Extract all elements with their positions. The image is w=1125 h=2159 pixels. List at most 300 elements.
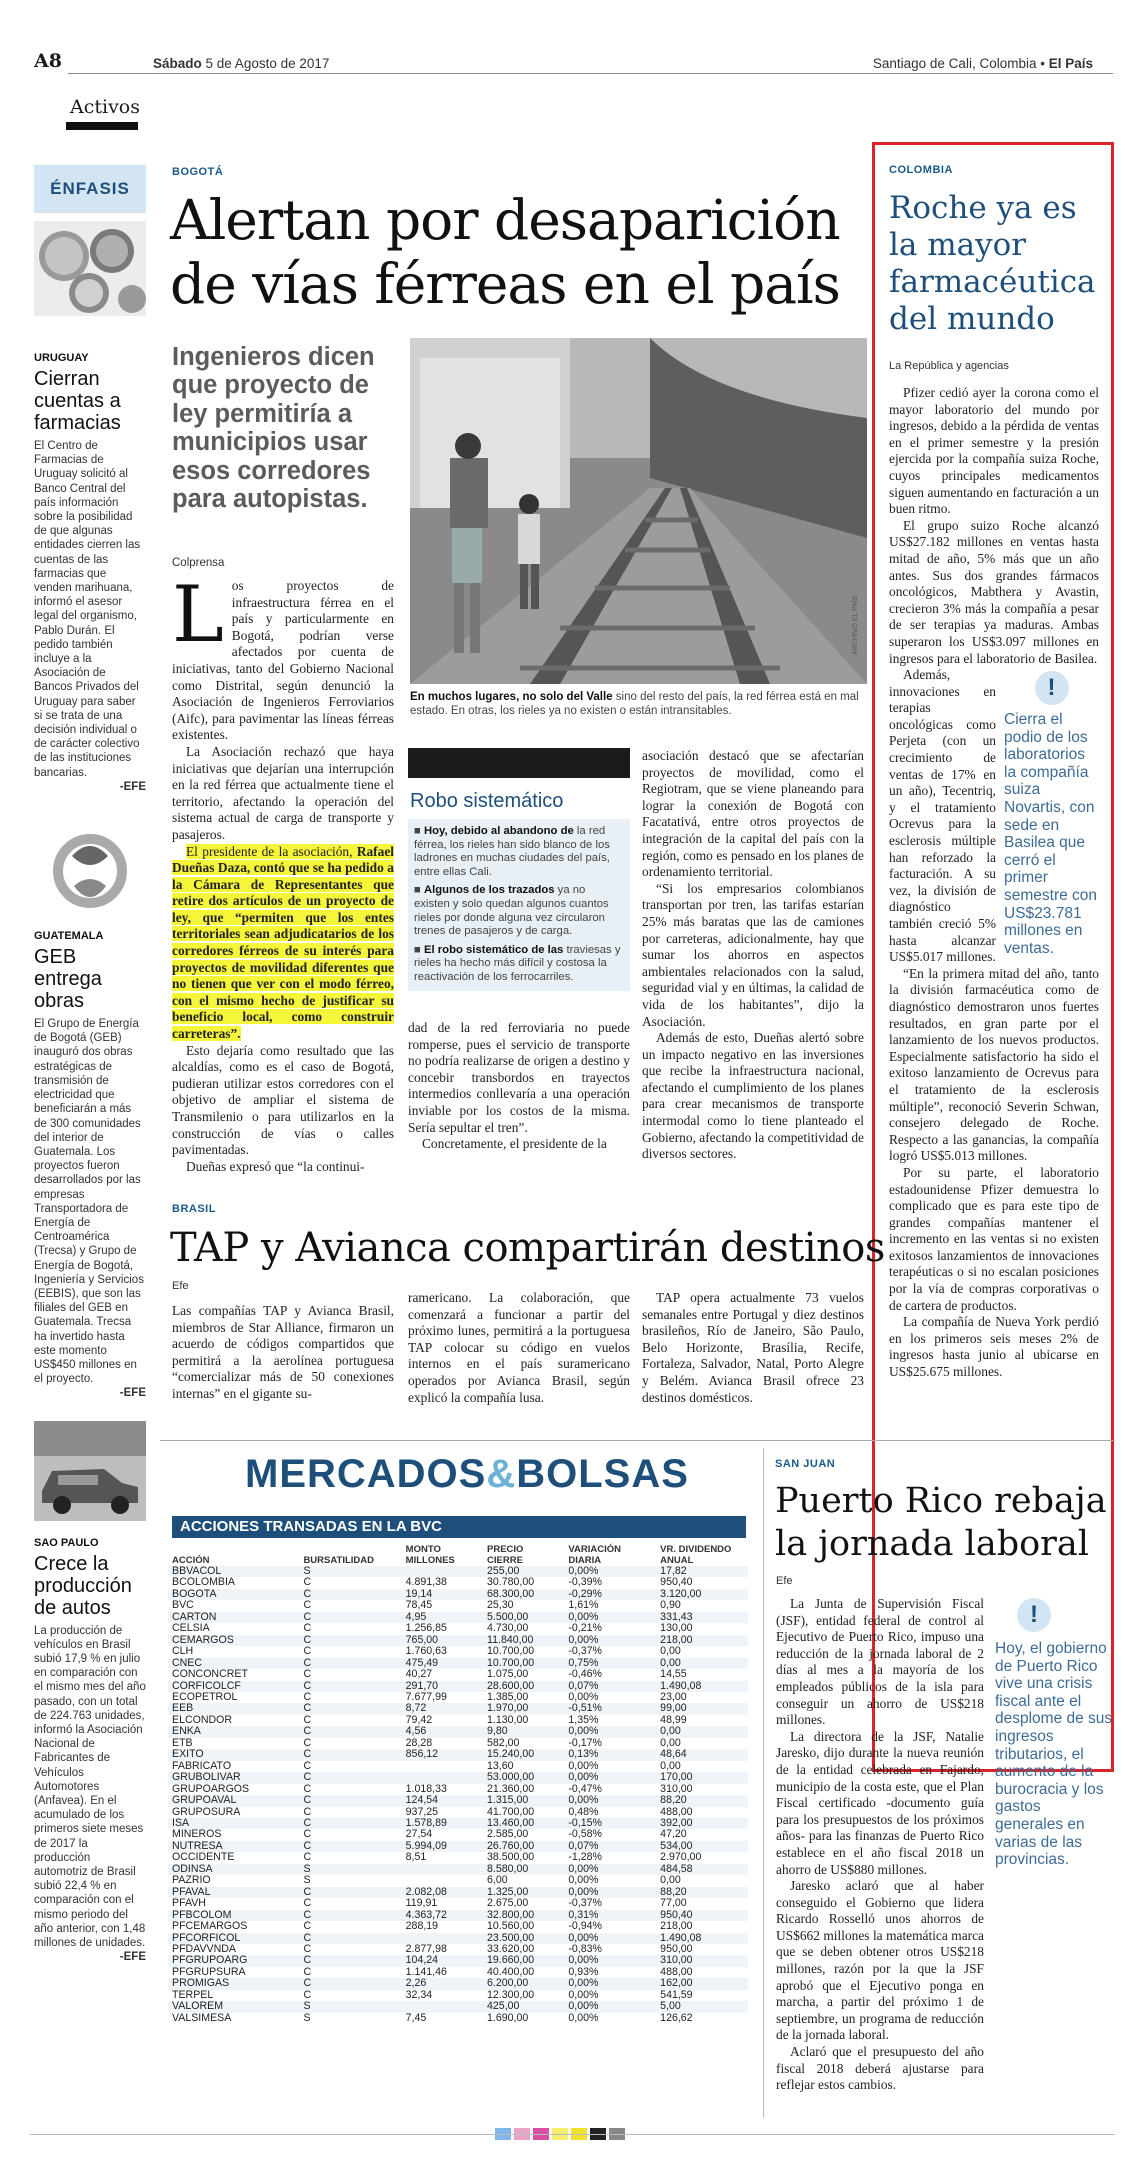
table-cell: 0,00% (564, 1726, 656, 1737)
table-cell: 0,00% (564, 1887, 656, 1898)
table-cell: 2.675,00 (487, 1897, 529, 1910)
table-cell: C (303, 1690, 312, 1703)
table-cell: 3.120,00 (656, 1589, 748, 1600)
table-cell: 19,14 (402, 1589, 483, 1600)
table-cell: C (299, 1635, 401, 1646)
table-cell: C (303, 1713, 312, 1726)
table-cell: 1,35% (568, 1713, 599, 1726)
table-cell: 0,00% (564, 1772, 656, 1783)
sidebar-item-2-headline: GEB entrega obras (34, 946, 102, 1013)
table-cell: 484,58 (656, 1864, 748, 1875)
markets-separator (160, 1440, 1115, 1441)
table-cell: -0,47% (568, 1782, 602, 1795)
table-cell: -0,46% (568, 1668, 602, 1681)
table-cell: 21.360,00 (487, 1782, 535, 1795)
table-cell: C (299, 1703, 401, 1714)
table-cell: OCCIDENTE (172, 1851, 235, 1864)
table-cell: 1.075,00 (487, 1668, 529, 1681)
table-cell: 5.500,00 (483, 1612, 564, 1623)
table-cell: ENKA (168, 1726, 299, 1737)
table-cell: S (299, 1566, 401, 1577)
sidebar-item-3-kicker: SAO PAULO (34, 1536, 99, 1549)
photo-credit: ARCHIVO EL PAÍS (852, 595, 859, 655)
table-cell: -0,29% (564, 1589, 656, 1600)
table-cell: C (303, 1805, 312, 1818)
table-row (168, 1898, 748, 1909)
sidebar-item-2-source: -EFE (119, 1387, 146, 1400)
main-col1-p2: La Asociación rechazó que haya iniciativas que dejarían una interrupción en la red férrea que actualmente tiene el territorio, afectando la operación del sistema actual de carga de transporte y pasajeros. (172, 743, 394, 842)
table-cell: 582,00 (487, 1736, 520, 1749)
table-cell: EXITO (168, 1749, 299, 1760)
table-cell: 1.760,63 (405, 1645, 447, 1658)
table-cell: 4,95 (402, 1612, 483, 1623)
table-cell: 8,72 (402, 1703, 483, 1714)
table-cell: 0,00 (656, 1726, 748, 1737)
table-cell: BBVACOL (168, 1566, 299, 1577)
table-cell: C (303, 1622, 312, 1635)
sidebar-title: ÉNFASIS (34, 165, 146, 213)
pr-p1: La Junta de Supervisión Fiscal (JSF), entidad federal de control al Ejecutivo de Puerto Rico, impuso una reducción de la jornada laboral de 2 días al mes a la mayoría de los empleados públicos de la isla para conseguir un ahorro de US$218 millones. (776, 1596, 984, 1728)
table-row (168, 1623, 748, 1634)
roche-p3: Además, innovaciones en terapias oncológicas como Perjeta (con un crecimiento de ventas de 17% en un año), Tecentriq, y el tratamiento Ocrevus para la esclerosis múltiple han reforzado la facturación. A su vez, la división de diagnóstico también creció 5% hasta alcanzar US$5.017 millones. (889, 667, 996, 965)
table-cell: 0,00% (564, 1635, 656, 1646)
table-cell: C (299, 1612, 401, 1623)
table-cell: 0,75% (564, 1658, 656, 1669)
table-cell: 0,00% (564, 1566, 656, 1577)
table-cell: 291,70 (402, 1681, 483, 1692)
sidebar-enfasis (34, 165, 146, 1964)
table-cell: 765,00 (402, 1635, 483, 1646)
exclamation-icon: ! (1035, 671, 1069, 705)
sidebar-item-2-kicker: GUATEMALA (34, 930, 104, 943)
robo-box-list (408, 819, 630, 991)
table-cell: 33.620,00 (487, 1942, 535, 1955)
table-cell: C (303, 1828, 312, 1841)
table-cell: PAZRIO (172, 1874, 211, 1887)
table-cell: PFCORFICOL (168, 1933, 299, 1944)
table-cell: 170,00 (656, 1772, 748, 1783)
table-cell: 331,43 (656, 1612, 748, 1623)
table-cell: 10.700,00 (487, 1645, 535, 1658)
main-col3-p1: asociación destacó que se afectarían proyectos de movilidad, como el Regiotram, que se viene planeando para lograr la conexión de Bogotá con Facatativá, entre otros proyectos de integración de la capital del país con la región, como es pensado en los planes de ordenamiento territorial. (642, 748, 864, 880)
table-cell: 950,40 (656, 1910, 748, 1921)
table-cell: C (299, 1772, 401, 1783)
table-cell: 0,00% (568, 1759, 599, 1772)
table-cell: 32,34 (405, 1988, 433, 2001)
col-precio: PRECIO CIERRE (487, 1544, 524, 1566)
main-col3-p3: Además de esto, Dueñas alertó sobre un impacto negativo en las inversiones que recibe la infraestructura nacional, afectando el cumplimiento de los planes para crear mecanismos de transporte intermodal como lo tiene planteado el Gobierno, afectando la competitividad de diversos sectores. (642, 1030, 864, 1162)
table-cell: 4.891,38 (405, 1576, 447, 1589)
table-cell: 288,19 (405, 1920, 439, 1933)
tap-headline: TAP y Avianca compartirán destinos (170, 1225, 885, 1271)
table-cell: 1.578,89 (402, 1818, 483, 1829)
table-cell: 218,00 (656, 1635, 748, 1646)
table-cell: S (303, 1874, 311, 1887)
table-cell: 99,00 (656, 1703, 748, 1714)
table-cell: C (299, 1818, 401, 1829)
table-cell: 53.000,00 (483, 1772, 564, 1783)
table-cell: 541,59 (660, 1988, 693, 2001)
table-cell: 218,00 (660, 1920, 693, 1933)
table-cell: 0,48% (568, 1805, 599, 1818)
table-cell: CELSIA (172, 1622, 210, 1635)
table-row (168, 1875, 748, 1886)
table-cell: 5.994,09 (402, 1841, 483, 1852)
table-cell: 0,93% (568, 1965, 599, 1978)
roche-story (889, 164, 1099, 1381)
table-cell: 14,55 (660, 1668, 687, 1681)
table-cell: 104,24 (402, 1955, 483, 1966)
header-location: Santiago de Cali, Colombia • El País (872, 56, 1093, 71)
sidebar-item-1-text: El Centro de Farmacias de Uruguay solicitó al Banco Central del país información sobre la posibilidad de que algunas entidades cierren las cuentas de las farmacias que venden marihuana, informó el asesor legal del organismo, Pablo Durán. El pedido también incluye a la Asociación de Bancos Privados del Uruguay para saber si se trata de una decisión individual o de carácter colectivo de las instituciones bancarias. (34, 440, 141, 779)
table-cell: -0,15% (564, 1818, 656, 1829)
table-cell: C (299, 1726, 401, 1737)
table-row (168, 1772, 748, 1783)
table-cell: -0,39% (568, 1576, 602, 1589)
table-cell: VALOREM (168, 2001, 299, 2012)
table-cell: 1.490,08 (656, 1681, 748, 1692)
sidebar-item-1-headline: Cierran cuentas a farmacias (34, 368, 121, 434)
table-cell: 38.500,00 (487, 1851, 535, 1864)
table-cell: 534,00 (656, 1841, 748, 1852)
table-cell: -1,28% (568, 1851, 602, 1864)
table-cell: CORFICOLCF (168, 1681, 299, 1692)
table-cell: 0,00% (564, 1612, 656, 1623)
table-cell: 162,00 (656, 1978, 748, 1989)
table-cell: 950,00 (660, 1942, 693, 1955)
roche-body (889, 385, 1099, 1381)
table-cell: MINEROS (172, 1828, 222, 1841)
table-cell: 1.690,00 (487, 2011, 529, 2024)
table-cell: 1.970,00 (483, 1703, 564, 1714)
robo-box-bar (408, 748, 630, 778)
table-cell: EEB (168, 1703, 299, 1714)
table-cell: 15.240,00 (483, 1749, 564, 1760)
table-cell: 0,00 (660, 1645, 681, 1658)
table-cell: -0,94% (568, 1920, 602, 1933)
roche-note (1004, 671, 1099, 957)
table-cell: C (299, 1795, 401, 1806)
table-cell: C (303, 1851, 312, 1864)
tap-kicker: BRASIL (172, 1203, 216, 1215)
table-cell: GRUPOAVAL (168, 1795, 299, 1806)
table-cell: 0,00% (568, 1690, 599, 1703)
tap-col-3: TAP opera actualmente 73 vuelos semanales entre Portugal y diez destinos brasileños, Río de Janeiro, São Paulo, Belo Horizonte, Brasília, Recife, Fortaleza, Salvador, Natal, Porto Alegre y Belém. Avianca Brasil ofrece 23 destinos domésticos. (642, 1290, 864, 1405)
table-cell: C (299, 1933, 401, 1944)
table-cell: 17,82 (656, 1566, 748, 1577)
table-cell: 2.585,00 (487, 1828, 529, 1841)
table-cell: CNEC (168, 1658, 299, 1669)
table-cell: 7,45 (405, 2011, 427, 2024)
table-cell: 23,00 (660, 1690, 687, 1703)
table-cell: 4.363,72 (402, 1910, 483, 1921)
table-cell: C (303, 1988, 312, 2001)
table-cell: C (303, 1782, 312, 1795)
table-cell: 10.700,00 (483, 1658, 564, 1669)
tap-col-1: Las compañías TAP y Avianca Brasil, miembros de Star Alliance, firmaron un acuerdo de códigos compartidos que permitirá a la aerolínea portuguesa “comercializar más de 50 conexiones internas” en el gigante su- (172, 1303, 394, 1401)
table-cell (402, 1864, 483, 1875)
robo-item-2: ■ Algunos de los trazados ya no existen y solo quedan algunos cuantos rieles por donde alguna vez circularon trenes de pasajeros y de carga. (414, 884, 609, 938)
table-cell: C (299, 1887, 401, 1898)
table-cell: 77,00 (660, 1897, 687, 1910)
table-cell: 2.082,08 (402, 1887, 483, 1898)
tap-col-2: ramericano. La colaboración, que comenzará a funcionar a partir del próximo lunes, permitirá a la portuguesa TAP colocar su código en vuelos internos en el país suramericano operados por Avianca Brasil, según explicó la compañía lusa. (408, 1290, 630, 1405)
table-cell: 0,00% (564, 1978, 656, 1989)
main-column-3 (642, 748, 864, 1163)
table-cell: 6.200,00 (483, 1978, 564, 1989)
table-cell: PFBCOLOM (168, 1910, 299, 1921)
table-cell: 124,54 (402, 1795, 483, 1806)
table-cell: 30.780,00 (487, 1576, 535, 1589)
table-cell: 0,00 (660, 1759, 681, 1772)
table-cell: 392,00 (656, 1818, 748, 1829)
table-cell: PFGRUPSURA (172, 1965, 246, 1978)
pr-divider (763, 1448, 764, 2118)
table-row (168, 2001, 748, 2012)
table-cell: C (303, 1965, 312, 1978)
roche-p5: Por su parte, el laboratorio estadounidense Pfizer demuestra lo complicado que es para este tipo de grandes compañías mantener el incremento en las ventas si no existen exitosos lanzamientos de innovaciones terapéuticas o si no escalan posiciones por la vía de compras corporativas o de cartera de productos. (889, 1164, 1099, 1313)
table-cell: 856,12 (402, 1749, 483, 1760)
table-cell: C (303, 1942, 312, 1955)
table-cell: 23.500,00 (483, 1933, 564, 1944)
table-cell: PFCEMARGOS (172, 1920, 248, 1933)
table-cell: 27,54 (405, 1828, 433, 1841)
table-cell: C (299, 1910, 401, 1921)
table-cell (402, 1772, 483, 1783)
main-col1-p5: Dueñas expresó que “la continui- (186, 1158, 365, 1174)
table-cell: C (303, 1599, 312, 1612)
table-cell: C (303, 1759, 312, 1772)
col-monto: MONTO MILLONES (405, 1544, 455, 1566)
table-cell: -0,51% (564, 1703, 656, 1714)
bottom-rule (30, 2134, 1115, 2135)
main-col1-p1: os proyectos de infraestructura férrea en el país y particularmente en Bogotá, podrían verse afectados por cuenta de iniciativas, tanto del Gobierno Nacional como Distrital, según denunció la Asociación de Ingenieros Ferroviarios (Aifc), para pavimentar las líneas férreas existentes. (172, 578, 394, 743)
main-headline: Alertan por desaparición de vías férreas en el país (170, 188, 840, 316)
table-cell: 0,13% (564, 1749, 656, 1760)
table-cell: 1.490,08 (656, 1933, 748, 1944)
table-cell: 0,00% (564, 1864, 656, 1875)
table-cell: S (299, 2001, 401, 2012)
table-cell: 4,56 (402, 1726, 483, 1737)
table-cell: 48,64 (656, 1749, 748, 1760)
table-cell: 7.677,99 (405, 1690, 447, 1703)
sidebar-item-2-text: El Grupo de Energía de Bogotá (GEB) inauguró dos obras estratégicas de transmisión de electricidad que beneficiarán a más de 300 comunidades del interior de Guatemala. Los proyectos fueron desarrollados por las empresas Transportadora de Energía de Centroamérica (Trecsa) y Grupo de Energía de Bogotá, Ingeniería y Servicios (EEBIS), que son las filiales del GEB en Guatemala. Trecsa ha invertido hasta este momento US$450 millones en el proyecto. (34, 1018, 144, 1386)
table-cell (402, 2001, 483, 2012)
table-cell: 0,00% (568, 1874, 599, 1887)
table-cell: 1,61% (568, 1599, 599, 1612)
col-bursatilidad: BURSATILIDAD (303, 1555, 374, 1566)
table-cell: C (303, 1897, 312, 1910)
col-variacion: VARIACIÓN DIARIA (568, 1544, 621, 1566)
exclamation-icon: ! (1017, 1598, 1051, 1632)
sidebar-item-1-source: -EFE (119, 780, 146, 793)
table-cell: 0,00% (568, 1988, 599, 2001)
table-cell: 40.400,00 (487, 1965, 535, 1978)
table-cell: 0,07% (564, 1841, 656, 1852)
table-cell: ISA (168, 1818, 299, 1829)
table-cell: 26.760,00 (483, 1841, 564, 1852)
main-column-1 (172, 570, 394, 1175)
robo-box (408, 748, 630, 991)
table-cell: 10.560,00 (487, 1920, 535, 1933)
table-cell: 475,49 (402, 1658, 483, 1669)
table-cell: 88,20 (656, 1795, 748, 1806)
sidebar-item-1-kicker: URUGUAY (34, 352, 89, 364)
tap-byline: Efe (172, 1280, 189, 1292)
table-cell: 68.300,00 (483, 1589, 564, 1600)
table-cell: 0,00% (564, 1795, 656, 1806)
table-cell: C (299, 1589, 401, 1600)
table-cell: 126,62 (660, 2011, 693, 2024)
roche-p6: La compañía de Nueva York perdió en los primeros seis meses 2% de ingresos hasta junio al ubicarse en US$25.675 millones. (889, 1314, 1099, 1380)
table-cell: 28,28 (405, 1736, 433, 1749)
table-cell: C (303, 1576, 312, 1589)
table-cell: C (299, 1955, 401, 1966)
table-cell: ODINSA (168, 1864, 299, 1875)
table-cell: 78,45 (405, 1599, 433, 1612)
main-col2-p2: Concretamente, el presidente de la (422, 1136, 607, 1152)
pr-kicker: SAN JUAN (775, 1458, 836, 1470)
page-number: A8 (34, 50, 62, 72)
table-cell: 47,20 (660, 1828, 687, 1841)
table-cell: S (303, 2011, 311, 2024)
main-col2-p1: dad de la red ferroviaria no puede romperse, pues el servicio de transporte no podría realizarse de origen a destino y concebir transbordos en trayectos intermedios conllevaría a una operación inviable por los costos de la misma. Sería sepultar el tren”. (408, 1020, 630, 1135)
table-cell: PFDAVVNDA (172, 1942, 236, 1955)
main-col1-p4: Esto dejaría como resultado que las alcaldías, como es el caso de Bogotá, pudieran utilizar estos corredores con el objetivo de ampliar el sistema de Transmilenio o para utilizarlos en la construcción de vías o calles pavimentadas. (172, 1042, 394, 1158)
table-cell: BOGOTA (168, 1589, 299, 1600)
table-cell: 310,00 (660, 1782, 693, 1795)
table-row (168, 1646, 748, 1657)
table-cell: -0,83% (568, 1942, 602, 1955)
roche-kicker: COLOMBIA (889, 164, 953, 176)
table-cell: 19.660,00 (483, 1955, 564, 1966)
table-row (168, 1921, 748, 1932)
roche-p2: El grupo suizo Roche alcanzó US$27.182 millones en ventas hasta mitad de año, 5% más que un año antes. Sus dos grandes fármacos oncológicos, Mabthera y Avastin, crecieron 3% más la compañía a pesar de ser terapias ya maduras. Ambas superaron los US$3.097 millones en ingresos para el laboratorio de Basilea. (889, 517, 1099, 666)
table-cell: 1.256,85 (405, 1622, 447, 1635)
table-cell: C (299, 1749, 401, 1760)
table-cell: 88,20 (656, 1887, 748, 1898)
table-cell: BVC (172, 1599, 194, 1612)
col-dividendo: VR. DIVIDENDO ANUAL (660, 1544, 732, 1566)
table-cell: -0,21% (568, 1622, 602, 1635)
table-cell: GRUPOARGOS (172, 1782, 250, 1795)
table-cell: 11.840,00 (483, 1635, 564, 1646)
table-row (168, 1795, 748, 1806)
dropcap: L (172, 570, 224, 660)
table-cell: 488,00 (660, 1805, 693, 1818)
table-cell: PFGRUPOARG (168, 1955, 299, 1966)
table-cell: CLH (172, 1645, 194, 1658)
table-cell: 950,40 (660, 1576, 693, 1589)
table-cell: PROMIGAS (168, 1978, 299, 1989)
sidebar-item-3-source: -EFE (119, 1951, 146, 1964)
table-cell: 0,07% (564, 1681, 656, 1692)
main-column-2 (408, 1020, 630, 1153)
table-cell: 2.970,00 (660, 1851, 702, 1864)
table-cell: 5,00 (656, 2001, 748, 2012)
table-cell: 130,00 (660, 1622, 693, 1635)
table-cell: NUTRESA (168, 1841, 299, 1852)
table-cell: 0,90 (660, 1599, 681, 1612)
markets-table (168, 1544, 748, 2024)
table-cell: GRUBOLIVAR (168, 1772, 299, 1783)
table-cell: S (299, 1864, 401, 1875)
table-cell: 1.325,00 (483, 1887, 564, 1898)
geb-logo (34, 816, 146, 926)
table-cell: 0,00 (660, 1736, 681, 1749)
table-cell: C (303, 1920, 312, 1933)
table-cell: 1.141,46 (405, 1965, 447, 1978)
main-col3-p2: “Si los empresarios colombianos transportan por tren, las tarifas estarían 25% más baratas que las de camiones por carreteras, adicionalmente, hay que sumar los ahorros en aspectos ambientales relacionados con la salud, seguridad vial y en últimas, la calidad de vida de los habitantes”, dijo la Asociación. (642, 880, 864, 1029)
table-cell: C (299, 1841, 401, 1852)
table-cell: 0,00 (660, 1874, 681, 1887)
pr-byline: Efe (776, 1575, 793, 1587)
table-cell: C (299, 1681, 401, 1692)
table-cell: 8,51 (405, 1851, 427, 1864)
table-cell: 2,26 (402, 1978, 483, 1989)
table-cell: -0,37% (568, 1897, 602, 1910)
table-cell: 2.877,98 (405, 1942, 447, 1955)
table-cell: 425,00 (483, 2001, 564, 2012)
table-cell: 4.730,00 (487, 1622, 529, 1635)
table-cell: 0,00% (568, 2011, 599, 2024)
sidebar-item-3-headline: Crece la producción de autos (34, 1552, 132, 1619)
table-row (168, 1669, 748, 1680)
table-cell: 0,00 (656, 1658, 748, 1669)
table-cell: 119,91 (405, 1897, 438, 1910)
table-cell: 1.385,00 (487, 1690, 529, 1703)
table-row (168, 1749, 748, 1760)
header-rule (68, 73, 1113, 74)
table-cell: 13.460,00 (483, 1818, 564, 1829)
table-cell: 48,99 (660, 1713, 687, 1726)
table-cell: C (299, 1978, 401, 1989)
table-cell: C (303, 1736, 312, 1749)
roche-headline: Roche ya es la mayor farmacéutica del mundo (889, 190, 1096, 337)
sidebar-cars-image (34, 1421, 146, 1521)
table-cell: 9,80 (483, 1726, 564, 1737)
table-cell (402, 1761, 483, 1772)
table-cell: C (303, 1645, 312, 1658)
section-underline (66, 122, 138, 130)
table-cell: 0,00% (564, 2001, 656, 2012)
main-subhead: Ingenieros dicen que proyecto de ley permitiría a municipios usar esos corredores para autopistas. (172, 343, 375, 514)
table-cell: VALSIMESA (172, 2011, 232, 2024)
table-cell: 488,00 (660, 1965, 693, 1978)
photo-caption: En muchos lugares, no solo del Valle sino del resto del país, la red férrea está en mal estado. En otras, los rieles ya no existen o están intransitables. (410, 691, 859, 717)
table-cell: 6,00 (487, 1874, 508, 1887)
table-cell: 0,31% (564, 1910, 656, 1921)
table-cell: 25,30 (487, 1599, 514, 1612)
table-cell: 79,42 (405, 1713, 433, 1726)
table-row (168, 2013, 748, 2024)
table-cell: 0,00% (564, 1955, 656, 1966)
pr-note (995, 1598, 1113, 1869)
pr-p3: Jaresko aclaró que al haber conseguido el Gobierno que lidera Ricardo Rosselló unos ahorros de US$662 millones la matemática marca que se deben obtener otros US$218 millones, razón por la que la JSF aprobó que el Ejecutivo ponga en marcha, a partir del próximo 1 de septiembre, un programa de reducción de la jornada laboral. (776, 1878, 984, 2043)
main-kicker: BOGOTÁ (172, 166, 224, 178)
col-accion: ACCIÓN (172, 1555, 210, 1566)
roche-byline: La República y agencias (889, 360, 1009, 372)
table-cell: FABRICATO (172, 1759, 232, 1772)
pr-headline: Puerto Rico rebaja la jornada laboral (775, 1481, 1107, 1564)
table-cell: 32.800,00 (483, 1910, 564, 1921)
table-cell: TERPEL (172, 1988, 214, 2001)
table-cell: GRUPOSURA (172, 1805, 241, 1818)
header-date: Sábado 5 de Agosto de 2017 (153, 56, 330, 71)
table-cell: BCOLOMBIA (172, 1576, 235, 1589)
table-cell: CARTON (168, 1612, 299, 1623)
main-byline: Colprensa (172, 557, 225, 569)
